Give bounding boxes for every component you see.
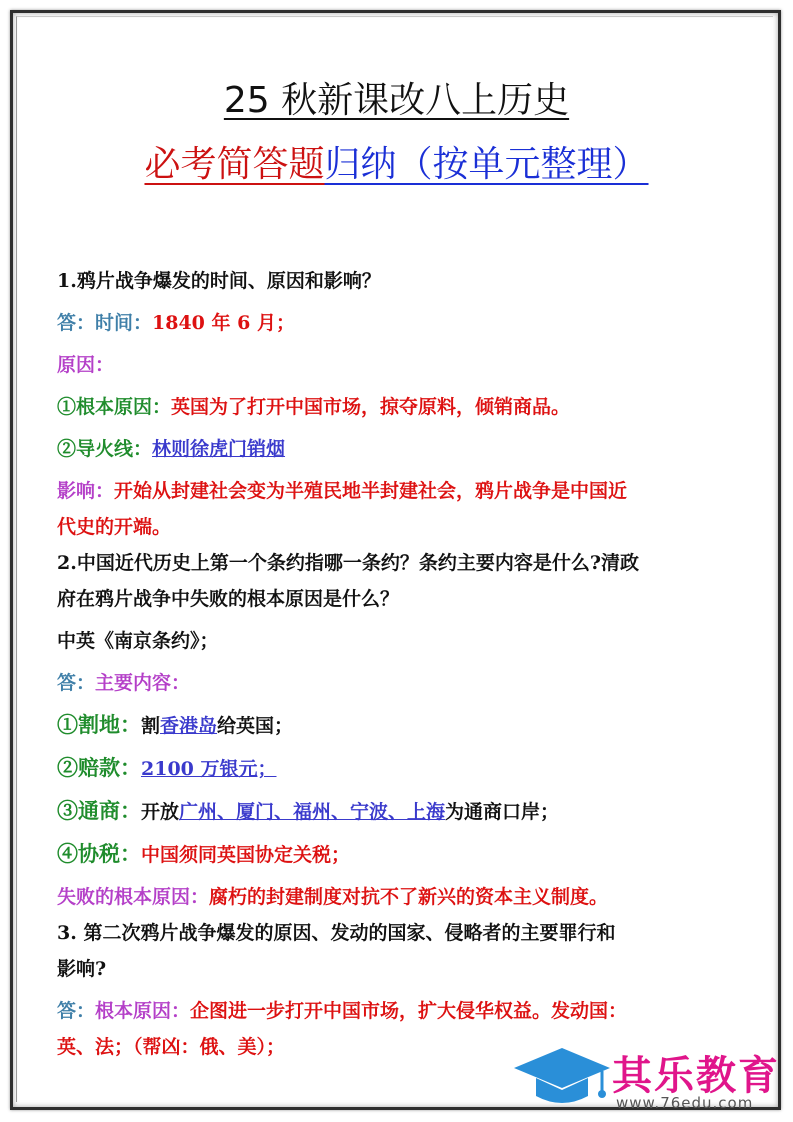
question-3-line-1: 3. 第二次鸦片战争爆发的原因、发动的国家、侵略者的主要罪行和 xyxy=(57,922,616,944)
q2-tariff-label: ④协税： xyxy=(57,841,141,866)
q3-answer xyxy=(57,993,747,1029)
subtitle-blue: 归纳（按单元整理） xyxy=(324,144,649,185)
q1-trigger-label: ②导火线： xyxy=(57,438,153,460)
q2-cede-label: ①割地： xyxy=(57,712,141,737)
document-body xyxy=(57,263,747,1065)
q2-fail-value: 腐朽的封建制度对抗不了新兴的资本主义制度。 xyxy=(209,886,609,908)
page-subtitle xyxy=(0,136,793,187)
q2-cede-post: 给英国； xyxy=(217,715,294,737)
graduation-cap-icon xyxy=(512,1044,612,1114)
q2-trade-label: ③通商： xyxy=(57,798,141,823)
q1-impact xyxy=(57,473,747,509)
q2-treaty: 中英《南京条约》； xyxy=(57,630,219,652)
question-1: 1.鸦片战争爆发的时间、原因和影响？ xyxy=(57,270,381,292)
q3-root-label: 根本原因： xyxy=(95,1000,191,1022)
q1-trigger-value[interactable]: 林则徐虎门销烟 xyxy=(152,438,286,460)
q1-time-label: 答：时间： xyxy=(57,312,153,334)
q1-root-value: 英国为了打开中国市场，掠夺原料，倾销商品。 xyxy=(171,396,571,418)
q3-answer-label: 答： xyxy=(57,1000,96,1022)
q1-root-cause xyxy=(57,389,747,425)
q1-time-value: 1840 年 6 月； xyxy=(152,312,295,334)
q2-indemnity-label: ②赔款： xyxy=(57,755,141,780)
q2-cede-pre: 割 xyxy=(141,715,161,737)
q1-impact-label: 影响： xyxy=(57,480,115,502)
q2-cede xyxy=(57,707,747,744)
q2-indemnity xyxy=(57,750,747,787)
q2-answer-label: 答： xyxy=(57,672,96,694)
q2-indemnity-value[interactable]: 2100 万银元； xyxy=(141,758,277,780)
subtitle-red: 必考简答题 xyxy=(144,144,325,185)
q1-trigger xyxy=(57,431,747,467)
question-2-line-2: 府在鸦片战争中失败的根本原因是什么？ xyxy=(57,588,400,610)
q3-root-value: 企图进一步打开中国市场，扩大侵华权益。发动国： xyxy=(190,1000,628,1022)
q1-impact-value-1: 开始从封建社会变为半殖民地半封建社会，鸦片战争是中国近 xyxy=(114,480,628,502)
q2-trade-link[interactable]: 广州、厦门、福州、宁波、上海 xyxy=(179,801,446,823)
q2-trade-post: 为通商口岸； xyxy=(445,801,560,823)
q2-answer xyxy=(57,665,747,701)
q1-root-label: ①根本原因： xyxy=(57,396,172,418)
question-3-line-2: 影响? xyxy=(57,958,107,980)
brand-url: www.76edu.com xyxy=(616,1094,754,1112)
q1-cause-label: 原因： xyxy=(57,354,115,376)
q2-tariff-value: 中国须同英国协定关税； xyxy=(141,844,351,866)
q3-line-2: 英、法；（帮凶：俄、美）； xyxy=(57,1036,286,1058)
q1-impact-value-2: 代史的开端。 xyxy=(57,516,172,538)
q2-fail-label: 失败的根本原因： xyxy=(57,886,210,908)
page-title xyxy=(0,72,793,123)
title-line-1: 25 秋新课改八上历史 xyxy=(223,80,570,121)
q2-trade xyxy=(57,793,747,830)
q1-time xyxy=(57,305,747,341)
brand-name: 其乐教育 xyxy=(612,1053,780,1099)
question-2-line-1: 2.中国近代历史上第一个条约指哪一条约？条约主要内容是什么?清政 xyxy=(57,552,639,574)
q2-cede-link[interactable]: 香港岛 xyxy=(160,715,218,737)
q2-content-label: 主要内容： xyxy=(95,672,191,694)
q2-tariff xyxy=(57,836,747,873)
brand-logo xyxy=(512,1044,782,1114)
q2-fail xyxy=(57,879,747,915)
q2-trade-pre: 开放 xyxy=(141,801,180,823)
